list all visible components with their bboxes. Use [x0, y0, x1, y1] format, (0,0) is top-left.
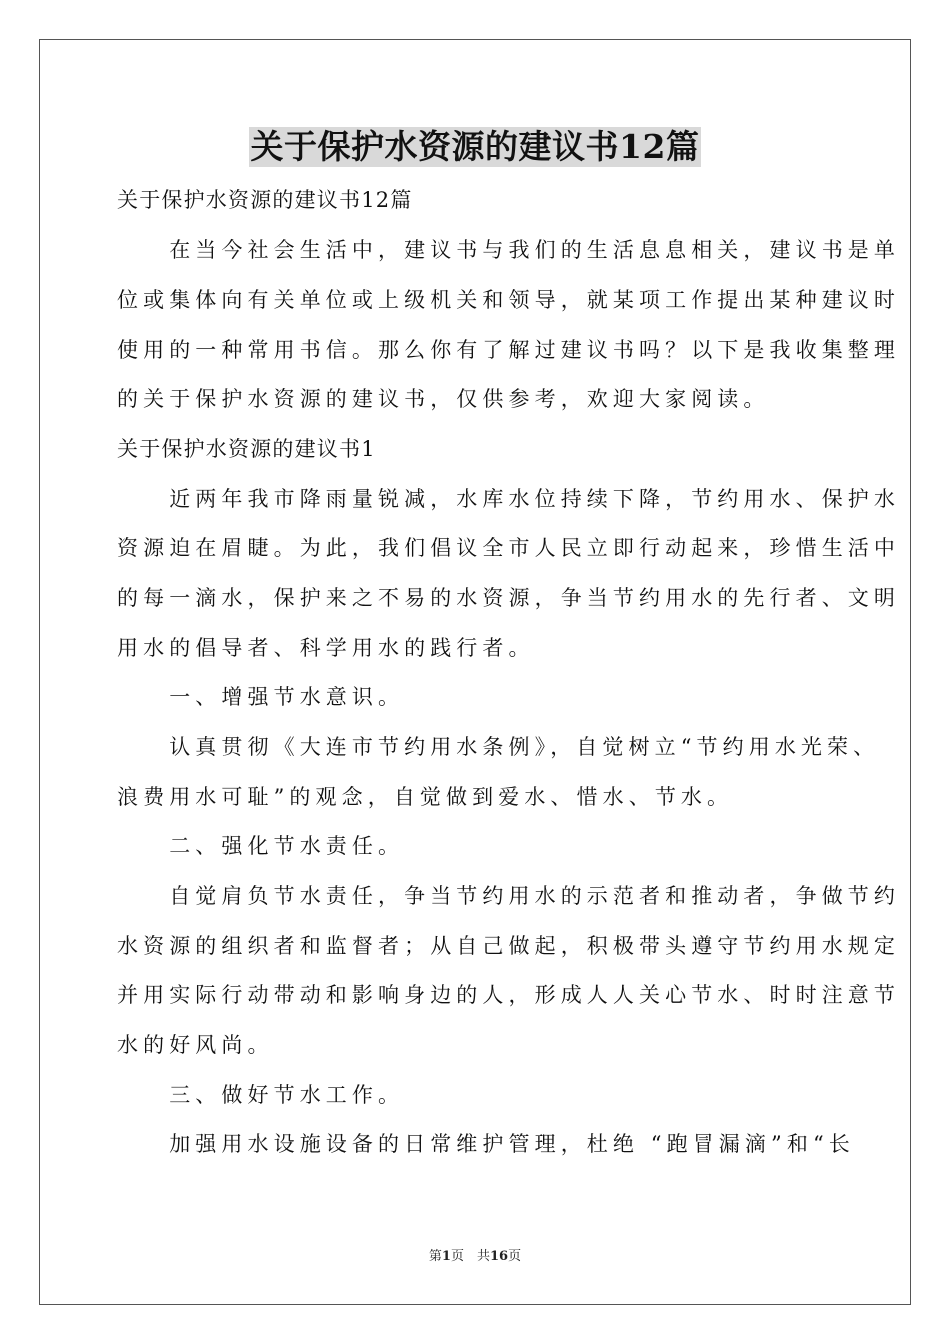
body-line: 并用实际行动带动和影响身边的人，形成人人关心节水、时时注意节 — [117, 983, 900, 1007]
footer-page-total: 16 — [489, 1249, 509, 1264]
body-line: 浪费用水可耻”的观念，自觉做到爱水、惜水、节水。 — [117, 785, 734, 809]
body-line: 使用的一种常用书信。那么你有了解过建议书吗？以下是我收集整理 — [117, 338, 900, 362]
footer-suffix: 页 — [508, 1249, 522, 1264]
list-heading: 二、强化节水责任。 — [117, 834, 405, 858]
footer-prefix: 第 — [428, 1249, 442, 1264]
body-line: 水的好风尚。 — [117, 1033, 274, 1057]
subtitle-line: 关于保护水资源的建议书12篇 — [117, 188, 413, 212]
document-title: 关于保护水资源的建议书12篇 — [250, 127, 700, 166]
title-container — [0, 127, 950, 167]
body-line: 的关于保护水资源的建议书，仅供参考，欢迎大家阅读。 — [117, 387, 770, 411]
footer-page-current: 1 — [441, 1249, 451, 1264]
page-border — [39, 39, 911, 1305]
body-line: 位或集体向有关单位或上级机关和领导，就某项工作提出某种建议时 — [117, 288, 900, 312]
list-heading: 一、增强节水意识。 — [117, 685, 405, 709]
body-line: 自觉肩负节水责任，争当节约用水的示范者和推动者，争做节约 — [117, 884, 900, 908]
body-line: 认真贯彻《大连市节约用水条例》，自觉树立“节约用水光荣、 — [117, 735, 880, 759]
body-line: 在当今社会生活中，建议书与我们的生活息息相关，建议书是单 — [117, 238, 900, 262]
list-heading: 三、做好节水工作。 — [117, 1083, 405, 1107]
body-line: 加强用水设施设备的日常维护管理，杜绝 “跑冒漏滴”和“长 — [117, 1132, 855, 1156]
body-line: 资源迫在眉睫。为此，我们倡议全市人民立即行动起来，珍惜生活中 — [117, 536, 900, 560]
footer-mid: 页 共 — [450, 1249, 490, 1264]
section-heading: 关于保护水资源的建议书1 — [117, 437, 376, 461]
body-line: 用水的倡导者、科学用水的践行者。 — [117, 636, 535, 660]
body-line: 水资源的组织者和监督者；从自己做起，积极带头遵守节约用水规定 — [117, 934, 900, 958]
page-footer — [0, 1249, 950, 1265]
body-line: 的每一滴水，保护来之不易的水资源，争当节约用水的先行者、文明 — [117, 586, 900, 610]
body-line: 近两年我市降雨量锐减，水库水位持续下降，节约用水、保护水 — [117, 487, 900, 511]
